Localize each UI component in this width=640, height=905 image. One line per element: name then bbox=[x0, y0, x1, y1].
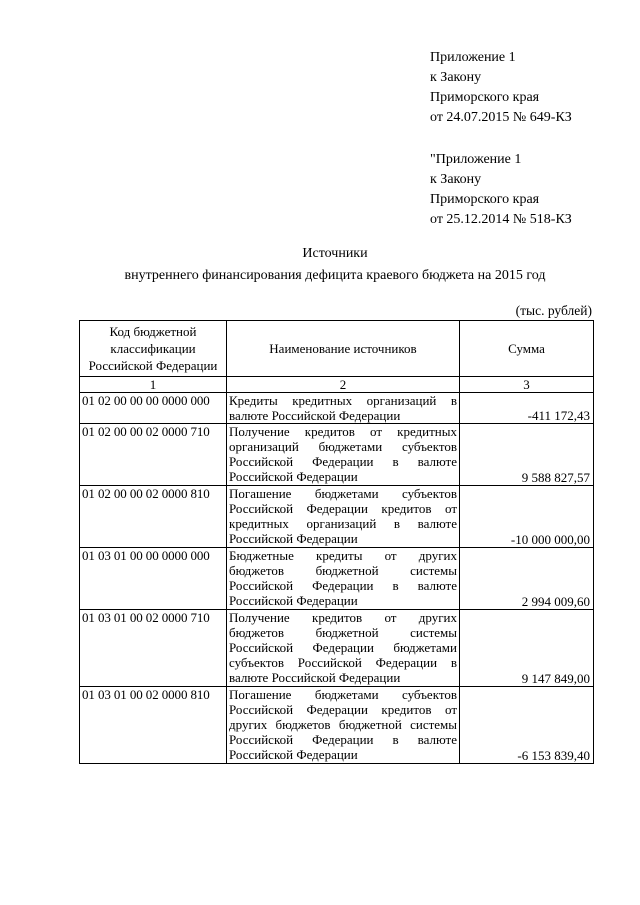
appendix-line: от 25.12.2014 № 518-КЗ bbox=[430, 212, 572, 227]
column-number: 3 bbox=[460, 377, 594, 393]
row-sum: 9 147 849,00 bbox=[460, 610, 594, 687]
appendix-current-header bbox=[430, 48, 572, 128]
row-sum: 9 588 827,57 bbox=[460, 424, 594, 486]
table-row bbox=[80, 610, 594, 687]
row-code: 01 03 01 00 00 0000 000 bbox=[80, 548, 227, 610]
row-code: 01 02 00 00 02 0000 710 bbox=[80, 424, 227, 486]
row-sum: -10 000 000,00 bbox=[460, 486, 594, 548]
appendix-line: к Закону bbox=[430, 172, 482, 187]
column-number-row bbox=[80, 377, 594, 393]
appendix-line: Приморского края bbox=[430, 192, 540, 207]
row-code: 01 02 00 00 00 0000 000 bbox=[80, 393, 227, 424]
table-row bbox=[80, 687, 594, 764]
appendix-line: от 24.07.2015 № 649-КЗ bbox=[430, 110, 572, 125]
appendix-line: к Закону bbox=[430, 70, 482, 85]
appendix-line: Приморского края bbox=[430, 90, 540, 105]
table-row bbox=[80, 548, 594, 610]
units-label: (тыс. рублей) bbox=[515, 303, 592, 318]
row-name: Кредиты кредитных организаций в валюте Российской Федерации bbox=[227, 393, 460, 424]
financing-sources-table bbox=[79, 320, 594, 764]
document-title: Источники bbox=[302, 246, 368, 261]
row-name: Получение кредитов от других бюджетов бюджетной системы Российской Федерации бюджетами субъектов Российской Федерации в валюте Российской Федерации bbox=[227, 610, 460, 687]
header-name: Наименование источников bbox=[227, 321, 460, 377]
row-code: 01 02 00 00 02 0000 810 bbox=[80, 486, 227, 548]
row-name: Погашение бюджетами субъектов Российской Федерации кредитов от кредитных организаций в валюте Российской Федерации bbox=[227, 486, 460, 548]
table-row bbox=[80, 424, 594, 486]
row-sum: -6 153 839,40 bbox=[460, 687, 594, 764]
appendix-line: "Приложение 1 bbox=[430, 152, 522, 167]
row-sum: -411 172,43 bbox=[460, 393, 594, 424]
column-number: 1 bbox=[80, 377, 227, 393]
header-sum: Сумма bbox=[460, 321, 594, 377]
appendix-line: Приложение 1 bbox=[430, 50, 516, 65]
appendix-original-header bbox=[430, 150, 572, 230]
document-subtitle: внутреннего финансирования дефицита краевого бюджета на 2015 год bbox=[124, 268, 546, 283]
row-code: 01 03 01 00 02 0000 710 bbox=[80, 610, 227, 687]
row-name: Получение кредитов от кредитных организаций бюджетами субъектов Российской Федерации в валюте Российской Федерации bbox=[227, 424, 460, 486]
row-code: 01 03 01 00 02 0000 810 bbox=[80, 687, 227, 764]
table-header-row bbox=[80, 321, 594, 377]
row-name: Погашение бюджетами субъектов Российской Федерации кредитов от других бюджетов бюджетной системы Российской Федерации в валюте Российской Федерации bbox=[227, 687, 460, 764]
header-code: Код бюджетной классификации Российской Федерации bbox=[80, 321, 227, 377]
table-row bbox=[80, 393, 594, 424]
column-number: 2 bbox=[227, 377, 460, 393]
table-row bbox=[80, 486, 594, 548]
row-name: Бюджетные кредиты от других бюджетов бюджетной системы Российской Федерации в валюте Российской Федерации bbox=[227, 548, 460, 610]
row-sum: 2 994 009,60 bbox=[460, 548, 594, 610]
